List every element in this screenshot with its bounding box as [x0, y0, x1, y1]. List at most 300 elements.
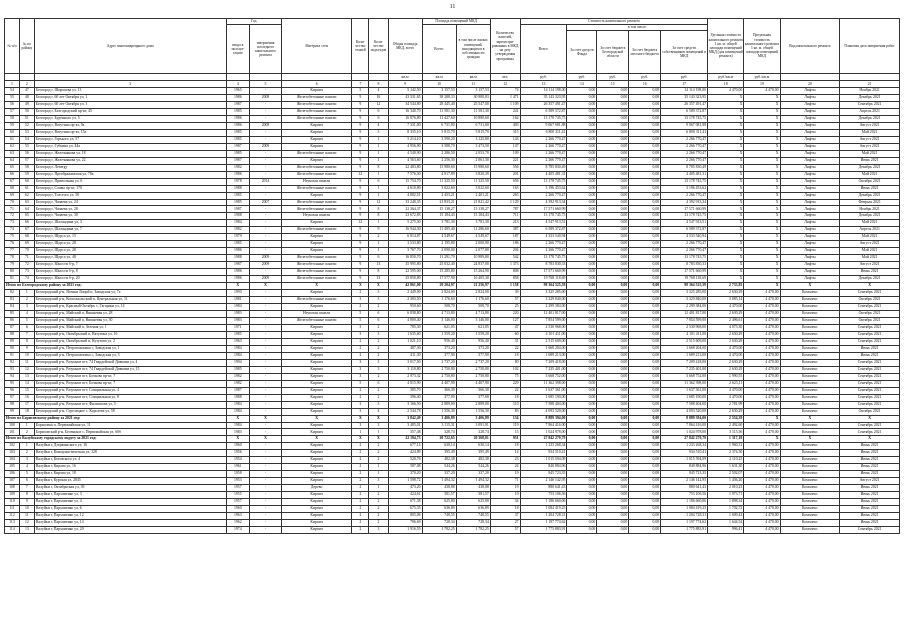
table-cell: 2 374,50: [708, 450, 744, 457]
table-cell: 9: [352, 269, 369, 276]
table-cell: 1 436,20: [708, 478, 744, 485]
table-cell: X: [281, 436, 351, 443]
table-cell: 4: [19, 464, 34, 471]
table-cell: 0,00: [597, 227, 629, 234]
table-cell: Железобетонные панели: [281, 101, 351, 108]
table-row: [5, 324, 900, 331]
table-cell: 3 146,00: [422, 317, 456, 324]
table-cell: Кирпич: [281, 499, 351, 506]
table-cell: 72: [19, 262, 34, 269]
table-cell: 27 842 270,79: [520, 436, 567, 443]
table-cell: 25 850,80: [388, 276, 422, 283]
table-cell: X: [708, 136, 744, 143]
column-number-cell: 11: [456, 81, 490, 88]
table-cell: X: [744, 241, 780, 248]
table-cell: 3: [369, 527, 388, 534]
table-cell: 2: [352, 513, 369, 520]
table-cell: 2008: [250, 122, 282, 129]
table-cell: 0,00: [567, 478, 597, 485]
table-cell: 89: [5, 338, 20, 345]
table-cell: 3 146,00: [456, 317, 490, 324]
table-cell: Кирпич: [281, 136, 351, 143]
table-cell: 58: [19, 164, 34, 171]
table-cell: 753 106,56: [661, 492, 708, 499]
table-cell: 0,00: [567, 262, 597, 269]
table-cell: X: [744, 248, 780, 255]
table-cell: 4 713,80: [422, 311, 456, 318]
table-cell: 27: [490, 520, 520, 527]
table-cell: 1 668 204,00: [520, 345, 567, 352]
table-cell: 0,00: [629, 443, 661, 450]
table-cell: 55: [5, 94, 20, 101]
table-cell: 1994: [226, 359, 249, 366]
table-cell: Лифты: [780, 122, 840, 129]
table-cell: Сентябрь 2021: [840, 401, 900, 408]
table-cell: 265: [490, 192, 520, 199]
address-cell: Валуйки г, Пархоменко ул, 12: [34, 513, 226, 520]
table-cell: 4 093 520,00: [520, 408, 567, 415]
table-cell: 0,00: [567, 192, 597, 199]
table-cell: 1982: [226, 380, 249, 387]
table-cell: -: [250, 513, 282, 520]
table-cell: X: [708, 157, 744, 164]
unit-cell: [226, 74, 249, 81]
table-row: [5, 471, 900, 478]
table-cell: 14 114 198,00: [520, 88, 567, 95]
table-cell: 0,00: [597, 485, 629, 492]
table-cell: -: [250, 499, 282, 506]
table-cell: 163: [490, 185, 520, 192]
table-cell: X: [250, 283, 282, 290]
table-cell: 34 544,80: [388, 101, 422, 108]
table-cell: 4 713,80: [456, 311, 490, 318]
table-cell: 1 109: [490, 101, 520, 108]
table-cell: 97: [5, 394, 20, 401]
table-cell: Комплекс: [780, 387, 840, 394]
table-cell: 4 470,00: [708, 387, 744, 394]
table-cell: 4 470,00: [744, 408, 780, 415]
table-cell: 3: [352, 401, 369, 408]
table-cell: 1984: [226, 352, 249, 359]
table-cell: 76: [5, 241, 20, 248]
table-cell: 395,49: [422, 450, 456, 457]
table-cell: Кирпич: [281, 478, 351, 485]
table-cell: 4 547 913,51: [520, 220, 567, 227]
table-cell: 3 406,89: [422, 415, 456, 422]
table-cell: 4 470,00: [744, 387, 780, 394]
table-cell: 4 533 540,94: [661, 234, 708, 241]
table-cell: 4 470,00: [744, 520, 780, 527]
table-cell: Лифты: [780, 206, 840, 213]
table-cell: 1978: [226, 178, 249, 185]
header-no-district: № по району: [19, 19, 34, 74]
table-cell: Август 2021: [840, 262, 900, 269]
table-cell: 3: [352, 366, 369, 373]
table-cell: 12: [352, 220, 369, 227]
table-cell: Лифты: [780, 157, 840, 164]
table-cell: 7: [19, 485, 34, 492]
table-cell: Комплекс: [780, 297, 840, 304]
table-cell: 6: [369, 255, 388, 262]
table-cell: 0,00: [597, 373, 629, 380]
table-cell: Неуказан панели: [281, 213, 351, 220]
table-cell: X: [780, 436, 840, 443]
table-cell: 4 470,00: [708, 345, 744, 352]
table-cell: 0,00: [597, 527, 629, 534]
table-cell: 12 401 817,00: [661, 311, 708, 318]
unit-cell: [352, 74, 369, 81]
table-cell: 3 157,53: [422, 88, 456, 95]
table-cell: 1: [369, 248, 388, 255]
table-cell: 1 689 213,00: [661, 352, 708, 359]
table-cell: 13: [19, 527, 34, 534]
table-cell: 8: [369, 164, 388, 171]
header-no: № п/п: [5, 19, 20, 74]
table-cell: 3: [19, 457, 34, 464]
table-cell: Железобетонные панели: [281, 94, 351, 101]
table-cell: 95: [5, 380, 20, 387]
table-cell: 0,00: [629, 380, 661, 387]
table-cell: 4: [369, 88, 388, 95]
unit-cell: чел.: [490, 74, 520, 81]
table-header: [5, 19, 900, 88]
table-cell: 80: [490, 359, 520, 366]
table-cell: 5 815,70: [422, 129, 456, 136]
table-cell: 3 588,70: [422, 143, 456, 150]
table-cell: 9: [352, 185, 369, 192]
table-cell: Лифты: [780, 276, 840, 283]
table-cell: Кирпич: [281, 345, 351, 352]
table-cell: -: [250, 115, 282, 122]
table-cell: 4 470,00: [744, 471, 780, 478]
table-cell: X: [352, 436, 369, 443]
table-cell: 1: [369, 471, 388, 478]
table-cell: 0,00: [567, 422, 597, 429]
table-cell: 1: [369, 150, 388, 157]
table-cell: 621,05: [456, 324, 490, 331]
table-cell: 2: [352, 499, 369, 506]
table-cell: 17 571 660,99: [520, 206, 567, 213]
table-cell: 22 483,80: [388, 164, 422, 171]
table-cell: 4 470,00: [744, 311, 780, 318]
table-cell: 107: [5, 478, 20, 485]
table-cell: 1984: [226, 401, 249, 408]
table-cell: 1985: [226, 192, 249, 199]
table-cell: 1979: [226, 234, 249, 241]
address-cell: Белгород г, Чапаева ул, 24: [34, 199, 226, 206]
table-cell: 74: [19, 276, 34, 283]
table-cell: 54: [19, 136, 34, 143]
table-cell: 1988: [226, 394, 249, 401]
table-cell: 2: [369, 513, 388, 520]
table-cell: X: [744, 255, 780, 262]
address-cell: Белгород г, Щорса ул, 28: [34, 248, 226, 255]
table-cell: 1983: [226, 429, 249, 436]
table-cell: 113: [5, 520, 20, 527]
table-cell: 2009: [250, 143, 282, 150]
table-cell: 4 470,00: [744, 464, 780, 471]
table-cell: 2 266 770,47: [661, 136, 708, 143]
table-cell: 1963: [226, 338, 249, 345]
table-cell: 16 340,70: [388, 108, 422, 115]
table-cell: 1 556,30: [422, 408, 456, 415]
table-cell: 53: [19, 129, 34, 136]
table-cell: 2: [352, 304, 369, 311]
table-cell: 22 194,73: [388, 436, 422, 443]
table-cell: 17 571 660,99: [661, 269, 708, 276]
repair-program-table: [4, 18, 900, 534]
table-cell: 7 864 416,00: [520, 422, 567, 429]
table-cell: 1 186 660,06: [661, 499, 708, 506]
table-cell: 1 024 978,00: [661, 429, 708, 436]
table-cell: 315: [490, 129, 520, 136]
table-cell: 2 530 968,00: [520, 324, 567, 331]
table-cell: 13 178 745,75: [520, 115, 567, 122]
table-cell: 2 110,25: [708, 457, 744, 464]
table-cell: 5: [352, 88, 369, 95]
table-cell: 5: [352, 311, 369, 318]
table-cell: 19 768 118,69: [520, 276, 567, 283]
table-cell: 0,00: [629, 248, 661, 255]
table-cell: 0,00: [629, 401, 661, 408]
table-cell: 60: [19, 178, 34, 185]
table-cell: 71: [490, 478, 520, 485]
table-cell: 18: [490, 443, 520, 450]
table-cell: 187: [490, 234, 520, 241]
table-row: [5, 269, 900, 276]
table-cell: X: [744, 415, 780, 422]
table-cell: 2 889,00: [456, 401, 490, 408]
table-cell: 3: [352, 422, 369, 429]
table-cell: 18: [19, 408, 34, 415]
table-cell: -: [250, 331, 282, 338]
table-cell: 4 470,00: [744, 331, 780, 338]
table-cell: 487,30: [388, 345, 422, 352]
header-repair-type: Вид капитального ремонта: [780, 19, 840, 74]
table-cell: Лифты: [780, 171, 840, 178]
table-cell: 2 515 609,00: [661, 338, 708, 345]
table-cell: 785,30: [388, 324, 422, 331]
table-row: [5, 290, 900, 297]
table-cell: 0,00: [629, 290, 661, 297]
table-row: [5, 108, 900, 115]
table-cell: 9: [19, 499, 34, 506]
table-cell: 11 286,60: [456, 227, 490, 234]
table-cell: 0,00: [567, 164, 597, 171]
table-row: [5, 213, 900, 220]
table-cell: 4 470,00: [744, 499, 780, 506]
table-cell: 1 197 774,62: [520, 520, 567, 527]
table-cell: 4 540,90: [388, 150, 422, 157]
table-cell: 0,00: [629, 366, 661, 373]
table-cell: 127: [490, 317, 520, 324]
table-cell: 1 644,54: [708, 520, 744, 527]
table-cell: 1982: [226, 373, 249, 380]
table-cell: 1988: [226, 185, 249, 192]
table-cell: -: [250, 192, 282, 199]
header-area-group: Площадь помещений МКД: [422, 19, 490, 25]
table-cell: 1 197 774,62: [661, 520, 708, 527]
table-cell: 381,57: [422, 492, 456, 499]
table-cell: 11 325,50: [422, 178, 456, 185]
table-cell: Июнь 2021: [840, 485, 900, 492]
unit-cell: руб.: [520, 74, 567, 81]
table-cell: 0,00: [567, 115, 597, 122]
table-cell: 4 533 540,94: [520, 234, 567, 241]
table-cell: 2 299 384,00: [661, 304, 708, 311]
table-cell: 1: [369, 171, 388, 178]
table-cell: 1 668 204,00: [661, 345, 708, 352]
table-cell: 66: [5, 171, 20, 178]
table-cell: Август 2021: [840, 478, 900, 485]
address-cell: Белгородский р-н, Комсомольский п, Центральная ул, 11: [34, 297, 226, 304]
table-cell: 1 176,60: [456, 297, 490, 304]
table-cell: 62: [19, 192, 34, 199]
column-number-cell: 9: [388, 81, 422, 88]
table-cell: 15: [19, 387, 34, 394]
table-cell: 15: [490, 429, 520, 436]
table-cell: 4 470,00: [744, 359, 780, 366]
table-cell: Сентябрь 2021: [840, 422, 900, 429]
table-cell: 11: [19, 359, 34, 366]
table-row: [5, 143, 900, 150]
table-cell: 0,00: [597, 136, 629, 143]
table-cell: 2 266 770,47: [661, 248, 708, 255]
table-cell: X: [708, 101, 744, 108]
table-cell: 2 492,60: [708, 422, 744, 429]
table-cell: X: [744, 143, 780, 150]
column-number-cell: 14: [567, 81, 597, 88]
table-cell: Лифты: [780, 136, 840, 143]
table-cell: 1 637 361,00: [661, 387, 708, 394]
table-cell: 0,00: [629, 234, 661, 241]
table-row: [5, 366, 900, 373]
table-cell: 337,20: [456, 471, 490, 478]
table-cell: 0,00: [629, 185, 661, 192]
table-cell: 0,00: [597, 387, 629, 394]
table-cell: -: [250, 129, 282, 136]
table-cell: Лифты: [780, 227, 840, 234]
table-cell: 0,00: [567, 157, 597, 164]
table-cell: 0,00: [597, 436, 629, 443]
table-cell: 6 731,00: [456, 122, 490, 129]
table-cell: X: [840, 415, 900, 422]
column-number-cell: 2: [19, 81, 34, 88]
table-cell: 2 737,20: [456, 359, 490, 366]
table-cell: 63: [19, 199, 34, 206]
table-cell: 16 944,30: [388, 227, 422, 234]
table-cell: 387: [490, 227, 520, 234]
table-cell: 0,00: [629, 94, 661, 101]
table-cell: Железобетонные панели: [281, 115, 351, 122]
table-cell: 4 815,90: [388, 380, 422, 387]
table-cell: X: [352, 283, 369, 290]
table-cell: Сентябрь 2021: [840, 304, 900, 311]
table-row: [5, 220, 900, 227]
table-cell: 1 373: [490, 262, 520, 269]
table-cell: 2 750,80: [456, 366, 490, 373]
table-cell: 1960: [226, 506, 249, 513]
table-cell: 0,00: [629, 178, 661, 185]
table-cell: 0,00: [567, 499, 597, 506]
table-cell: Сентябрь 2021: [840, 394, 900, 401]
table-cell: 0,00: [597, 157, 629, 164]
address-cell: Белгород г, Шаландина ул, 3: [34, 220, 226, 227]
table-cell: 373,20: [456, 345, 490, 352]
table-cell: X: [744, 178, 780, 185]
unit-cell: [780, 74, 840, 81]
table-cell: 2: [352, 394, 369, 401]
table-cell: Комплекс: [780, 457, 840, 464]
table-cell: 2 266 770,47: [520, 150, 567, 157]
table-cell: 4 470,00: [744, 304, 780, 311]
table-cell: 0,00: [629, 129, 661, 136]
table-row: [5, 506, 900, 513]
table-cell: Комплекс: [780, 471, 840, 478]
table-cell: 438,88: [422, 485, 456, 492]
header-fund: За счет средств Фонда: [567, 31, 597, 74]
table-cell: 3 017,50: [388, 359, 422, 366]
table-cell: 14: [490, 450, 520, 457]
table-cell: 2 266 770,47: [661, 150, 708, 157]
table-cell: 385,70: [388, 387, 422, 394]
table-cell: Декабрь 2021: [840, 276, 900, 283]
address-cell: Валуйки г, Котовского ул, 4: [34, 457, 226, 464]
header-year-repair: завершения последнего капитального ремонта: [250, 25, 282, 74]
address-cell: Белгородский р-н, Разумное пгт, Спициальная ул, 4: [34, 387, 226, 394]
table-cell: Комплекс: [780, 352, 840, 359]
table-cell: 1983: [226, 311, 249, 318]
header-entrances: Коли-чество подъездов: [369, 19, 388, 74]
table-cell: 1954: [226, 457, 249, 464]
table-cell: 0,00: [629, 513, 661, 520]
table-cell: -: [250, 408, 282, 415]
table-cell: X: [744, 185, 780, 192]
table-cell: 0,00: [597, 185, 629, 192]
table-cell: Июнь 2021: [840, 443, 900, 450]
address-cell: Белгородский р-н, Петропавловка с, Заводская ул, 3: [34, 352, 226, 359]
table-cell: Железобетонные панели: [281, 199, 351, 206]
table-cell: 0,00: [629, 415, 661, 422]
table-cell: 69: [19, 241, 34, 248]
table-cell: Лифты: [780, 143, 840, 150]
table-cell: 7 235 401,00: [520, 366, 567, 373]
table-cell: 16: [369, 94, 388, 101]
table-cell: 9: [352, 143, 369, 150]
table-cell: Комплекс: [780, 485, 840, 492]
table-cell: 4 470,00: [744, 324, 780, 331]
table-cell: 0,00: [629, 150, 661, 157]
table-cell: 4 470,00: [744, 513, 780, 520]
table-cell: 9: [352, 206, 369, 213]
table-cell: 508,70: [422, 304, 456, 311]
table-cell: Кирпич: [281, 129, 351, 136]
table-cell: 2 630,29: [708, 408, 744, 415]
table-cell: X: [250, 415, 282, 422]
table-cell: 2: [369, 394, 388, 401]
table-cell: 377,00: [422, 394, 456, 401]
table-cell: 6: [369, 108, 388, 115]
table-cell: 0,00: [597, 513, 629, 520]
table-cell: 83: [490, 408, 520, 415]
table-cell: X: [744, 276, 780, 283]
table-cell: 1971: [226, 324, 249, 331]
table-cell: 1: [369, 429, 388, 436]
table-row: [5, 317, 900, 324]
table-cell: Июнь 2021: [840, 450, 900, 457]
table-cell: 0,00: [629, 471, 661, 478]
address-cell: Валуйки г, Курская ул, 2845: [34, 478, 226, 485]
